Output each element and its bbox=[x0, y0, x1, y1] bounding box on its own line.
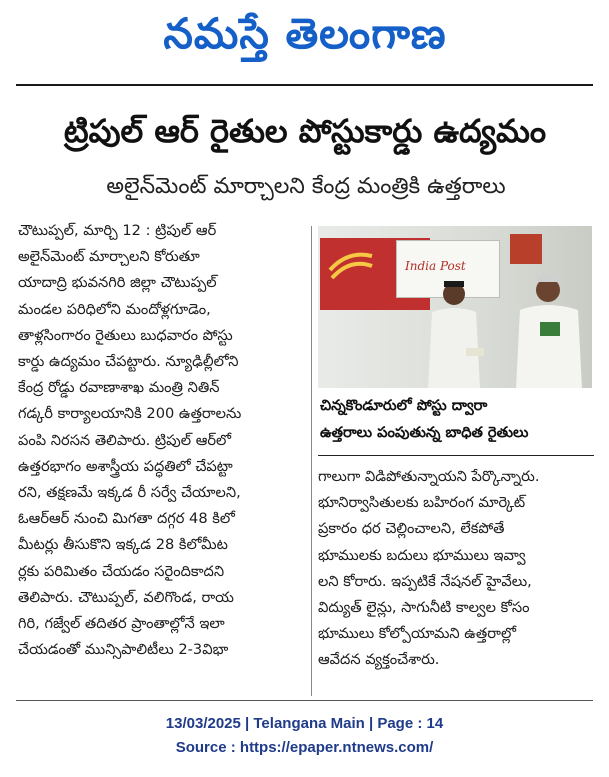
article-text-line: కేంద్ర రోడ్డు రవాణాశాఖ మంత్రి నితిన్ bbox=[18, 379, 220, 397]
article-text-line: ర్లకు పరిమితం చేయడం సరైందికాదని bbox=[18, 562, 225, 580]
article-headline: ట్రిపుల్ ఆర్ రైతుల పోస్టుకార్డు ఉద్యమం bbox=[63, 112, 547, 150]
edition-info: 13/03/2025 | Telangana Main | Page : 14 bbox=[165, 715, 444, 732]
article-text-line: భూనిర్వాసితులకు బహిరంగ మార్కెట్ bbox=[318, 494, 526, 512]
article-text-line: చౌటుప్పల్, మార్చి 12 : ట్రిపుల్ ఆర్ bbox=[18, 222, 217, 239]
article-text-line: విద్యుత్ లైన్లు, సాగునీటి కాల్వల కోసం bbox=[318, 599, 530, 617]
article-text-line: ఓఆర్‌ఆర్ నుంచి మిగతా దగ్గర 48 కిలో bbox=[18, 510, 235, 528]
photo-caption-line-1: చిన్నకొండూరులో పోస్టు ద్వారా bbox=[320, 397, 488, 414]
article-text-line: ఉత్తరభాగం అశాస్త్రీయ పద్ధతిలో చేపట్టా bbox=[18, 457, 233, 475]
article-text-line: భూములు కోల్పోయామని ఉత్తరాల్లో bbox=[318, 625, 516, 643]
article-text-line: అలైన్‌మెంట్ మార్చాలని కోరుతూ bbox=[18, 248, 200, 266]
farmer-figure-left bbox=[424, 278, 486, 388]
footer-divider bbox=[16, 700, 593, 701]
news-photo bbox=[318, 226, 592, 388]
article-subheadline: అలైన్‌మెంట్ మార్చాలని కేంద్ర మంత్రికి ఉత్తరాలు bbox=[106, 174, 506, 199]
article-text-line: రని, తక్షణమే ఇక్కడ రీ సర్వే చేయాలని, bbox=[18, 484, 241, 502]
article-text-line: పంపి నిరసన తెలిపారు. ట్రిపుల్ ఆర్‌లో bbox=[18, 431, 232, 449]
post-box bbox=[510, 234, 542, 264]
source-link[interactable]: Source : https://epaper.ntnews.com/ bbox=[175, 739, 434, 756]
column-divider bbox=[311, 226, 312, 696]
masthead bbox=[0, 0, 609, 80]
article-text-line: లని కోరారు. ఇప్పటికే నేషనల్ హైవేలు, bbox=[318, 572, 532, 590]
article-text-line: కార్డు ఉద్యమం చేపట్టారు. న్యూఢిల్లీలోని bbox=[18, 353, 239, 371]
article-text-line: భూములకు బదులు భూములు ఇవ్వా bbox=[318, 546, 526, 564]
page-footer bbox=[0, 712, 609, 760]
article-text-line: చేయడంతో మున్సిపాలిటీలు 2-3విభా bbox=[18, 641, 229, 659]
newspaper-logo: నమస్తే తెలంగాణ bbox=[163, 9, 447, 58]
article-body-right-column bbox=[318, 464, 594, 674]
article-body-left-column bbox=[18, 218, 306, 663]
photo-caption-line-2: ఉత్తరాలు పంపుతున్న బాధిత రైతులు bbox=[320, 424, 529, 441]
article-text-line: యాదాద్రి భువనగిరి జిల్లా చౌటుప్పల్ bbox=[18, 274, 217, 292]
article-text-line: ఆవేదన వ్యక్తంచేశారు. bbox=[318, 651, 440, 669]
masthead-divider bbox=[16, 84, 593, 86]
article-text-line: ప్రకారం ధర చెల్లించాలని, లేకపోతే bbox=[318, 520, 505, 538]
caption-divider bbox=[318, 455, 594, 456]
article-text-line: మండల పరిధిలోని మందోళ్లగూడెం, bbox=[18, 300, 211, 318]
article-text-line: గడ్కరీ కార్యాలయానికి 200 ఉత్తరాలను bbox=[18, 405, 242, 423]
article-text-line: తెలిపారు. చౌటుప్పల్, వలిగొండ, రాయ bbox=[18, 588, 234, 606]
article-text-line: గిరి, గజ్వేల్ తదితర ప్రాంతాల్లోనే ఇలా bbox=[18, 615, 225, 633]
india-post-logo-icon bbox=[328, 246, 374, 286]
photo-caption bbox=[320, 392, 592, 450]
farmer-figure-right bbox=[514, 272, 584, 388]
article-text-line: తాళ్లసింగారం రైతులు బుధవారం పోస్టు bbox=[18, 326, 233, 344]
article-text-line: గాలుగా విడిపోతున్నాయని పేర్కొన్నారు. bbox=[318, 468, 540, 485]
india-post-sign-label: India Post bbox=[405, 259, 466, 273]
article-text-line: మీటర్లు తీసుకొని ఇక్కడ 28 కిలోమీట bbox=[18, 536, 228, 554]
